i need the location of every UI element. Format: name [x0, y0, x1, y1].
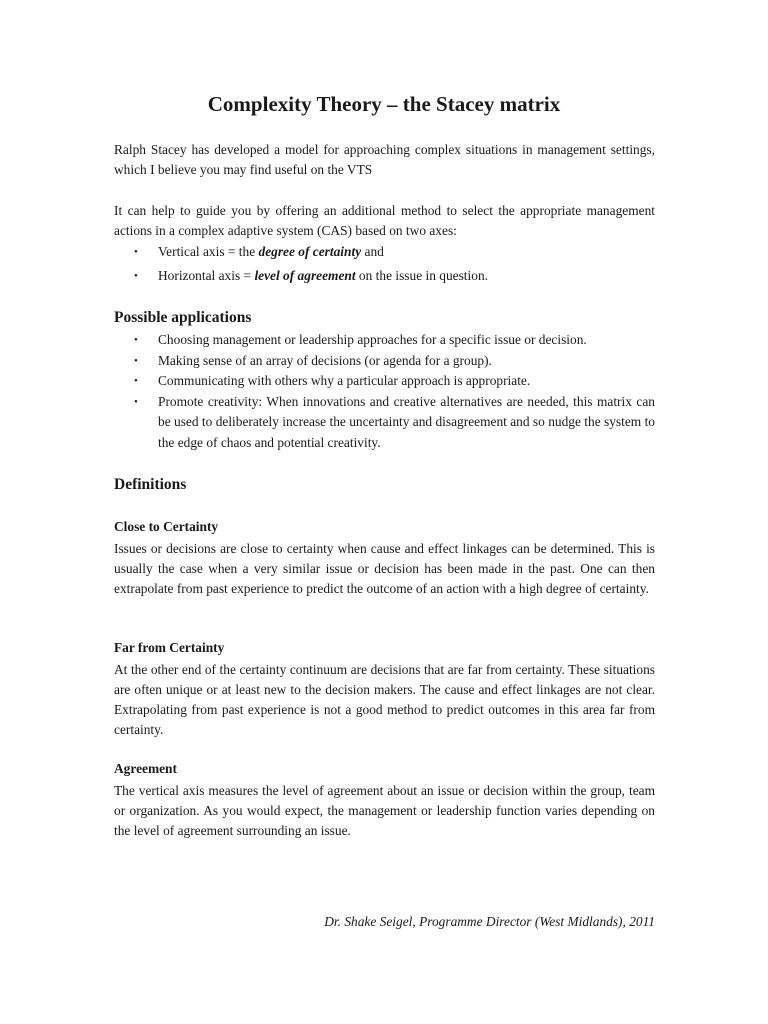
- agreement-text: The vertical axis measures the level of agreement about an issue or decision within the group, team or organization. As you would expect, the management or leadership function varies depending on the level of agreement surrounding an issue.: [114, 783, 655, 838]
- list-item: • Making sense of an array of decisions (or agenda for a group).: [114, 351, 655, 372]
- list-item: • Communicating with others why a particular approach is appropriate.: [114, 371, 655, 392]
- emphasis-text: degree of certainty: [258, 244, 362, 259]
- list-item: • Horizontal axis = level of agreement on the issue in question.: [114, 266, 655, 287]
- axes-list: [114, 242, 655, 286]
- applications-list: [114, 330, 655, 453]
- bullet-icon: •: [134, 269, 138, 282]
- applications-heading: Possible applications: [114, 309, 252, 326]
- definitions-heading: Definitions: [114, 476, 187, 493]
- bullet-icon: •: [134, 375, 138, 387]
- list-item: • Choosing management or leadership approaches for a specific issue or decision.: [114, 330, 655, 351]
- guide-paragraph: It can help to guide you by offering an additional method to select the appropriate management actions in a complex adaptive system (CAS) based on two axes:: [114, 203, 655, 238]
- author-footer: Dr. Shake Seigel, Programme Director (West Midlands), 2011: [324, 914, 655, 929]
- bullet-icon: •: [134, 354, 138, 367]
- list-item: • Promote creativity: When innovations and creative alternatives are needed, this matrix can be used to deliberately increase the uncertainty and disagreement and so nudge the system to the edge of chaos and potential creativity.: [134, 393, 655, 450]
- list-item: • Vertical axis = the degree of certainty and: [114, 242, 655, 263]
- bullet-icon: •: [134, 334, 138, 346]
- bullet-icon: •: [134, 395, 138, 408]
- page-title: Complexity Theory – the Stacey matrix: [207, 92, 561, 116]
- bullet-icon: •: [134, 246, 138, 258]
- intro-paragraph: Ralph Stacey has developed a model for approaching complex situations in management settings, which I believe you may find useful on the VTS: [114, 142, 655, 177]
- emphasis-text: level of agreement: [254, 267, 356, 283]
- close-to-certainty-text: Issues or decisions are close to certainty when cause and effect linkages can be determined. This is usually the case when a very similar issue or decision has been made in the past. One can then extrapolate from past experience to predict the outcome of an action with a high degree of certainty.: [114, 541, 655, 596]
- agreement-heading: Agreement: [114, 761, 177, 776]
- close-to-certainty-heading: Close to Certainty: [114, 519, 219, 534]
- far-from-certainty-heading: Far from Certainty: [114, 640, 225, 655]
- far-from-certainty-text: At the other end of the certainty continuum are decisions that are far from certainty. These situations are often unique or at least new to the decision makers. The cause and effect linkages are not clear. Extrapolating from past experience is not a good method to predict outcomes in this area far from certainty.: [114, 662, 655, 737]
